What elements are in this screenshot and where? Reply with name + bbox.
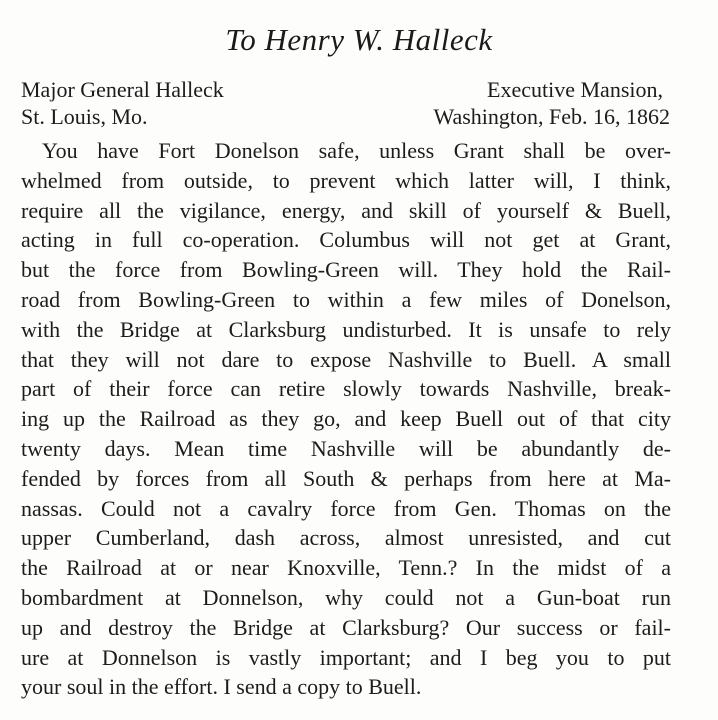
letter-line: nassas. Could not a cavalry force from Gen. Thomas on the (21, 495, 671, 521)
letter-line: twenty days. Mean time Nashville will be abundantly de- (21, 435, 671, 461)
letter-line: that they will not dare to expose Nashville to Buell. A small (21, 346, 671, 372)
letter-line: ure at Donnelson is vastly important; and I beg you to put (21, 644, 671, 670)
page-title: To Henry W. Halleck (225, 22, 493, 57)
recipient-name: Major General Halleck (21, 77, 224, 102)
letter-line: fended by forces from all South & perhaps from here at Ma- (21, 465, 671, 491)
sender-place: Executive Mansion, (487, 77, 663, 102)
letter-line: You have Fort Donelson safe, unless Grant shall be over- (42, 138, 671, 163)
letter-line: the Railroad at or near Knoxville, Tenn.? In the midst of a (21, 555, 671, 581)
sender-block (433, 76, 670, 130)
sender-dateline: Washington, Feb. 16, 1862 (433, 104, 670, 129)
letter-line: ing up the Railroad as they go, and keep Buell out of that city (21, 406, 671, 432)
letter-line: upper Cumberland, dash across, almost unresisted, and cut (21, 525, 671, 551)
letter-line: but the force from Bowling-Green will. They hold the Rail- (21, 257, 671, 283)
letter-line: road from Bowling-Green to within a few miles of Donelson, (21, 286, 671, 312)
recipient-place: St. Louis, Mo. (21, 104, 148, 129)
letter-line: your soul in the effort. I send a copy to Buell. (21, 674, 422, 700)
letter-line: part of their force can retire slowly towards Nashville, break- (21, 376, 671, 402)
letter-line: acting in full co-operation. Columbus will not get at Grant, (21, 227, 671, 253)
letter-line: require all the vigilance, energy, and skill of yourself & Buell, (21, 197, 671, 223)
letter-line: up and destroy the Bridge at Clarksburg? Our success or fail- (21, 614, 671, 640)
recipient-block (21, 76, 224, 130)
letter-line: whelmed from outside, to prevent which latter will, I think, (21, 167, 671, 193)
letter-body (21, 136, 671, 702)
letter-line: with the Bridge at Clarksburg undisturbed. It is unsafe to rely (21, 316, 671, 342)
letter-line: bombardment at Donnelson, why could not a Gun-boat run (21, 584, 671, 610)
